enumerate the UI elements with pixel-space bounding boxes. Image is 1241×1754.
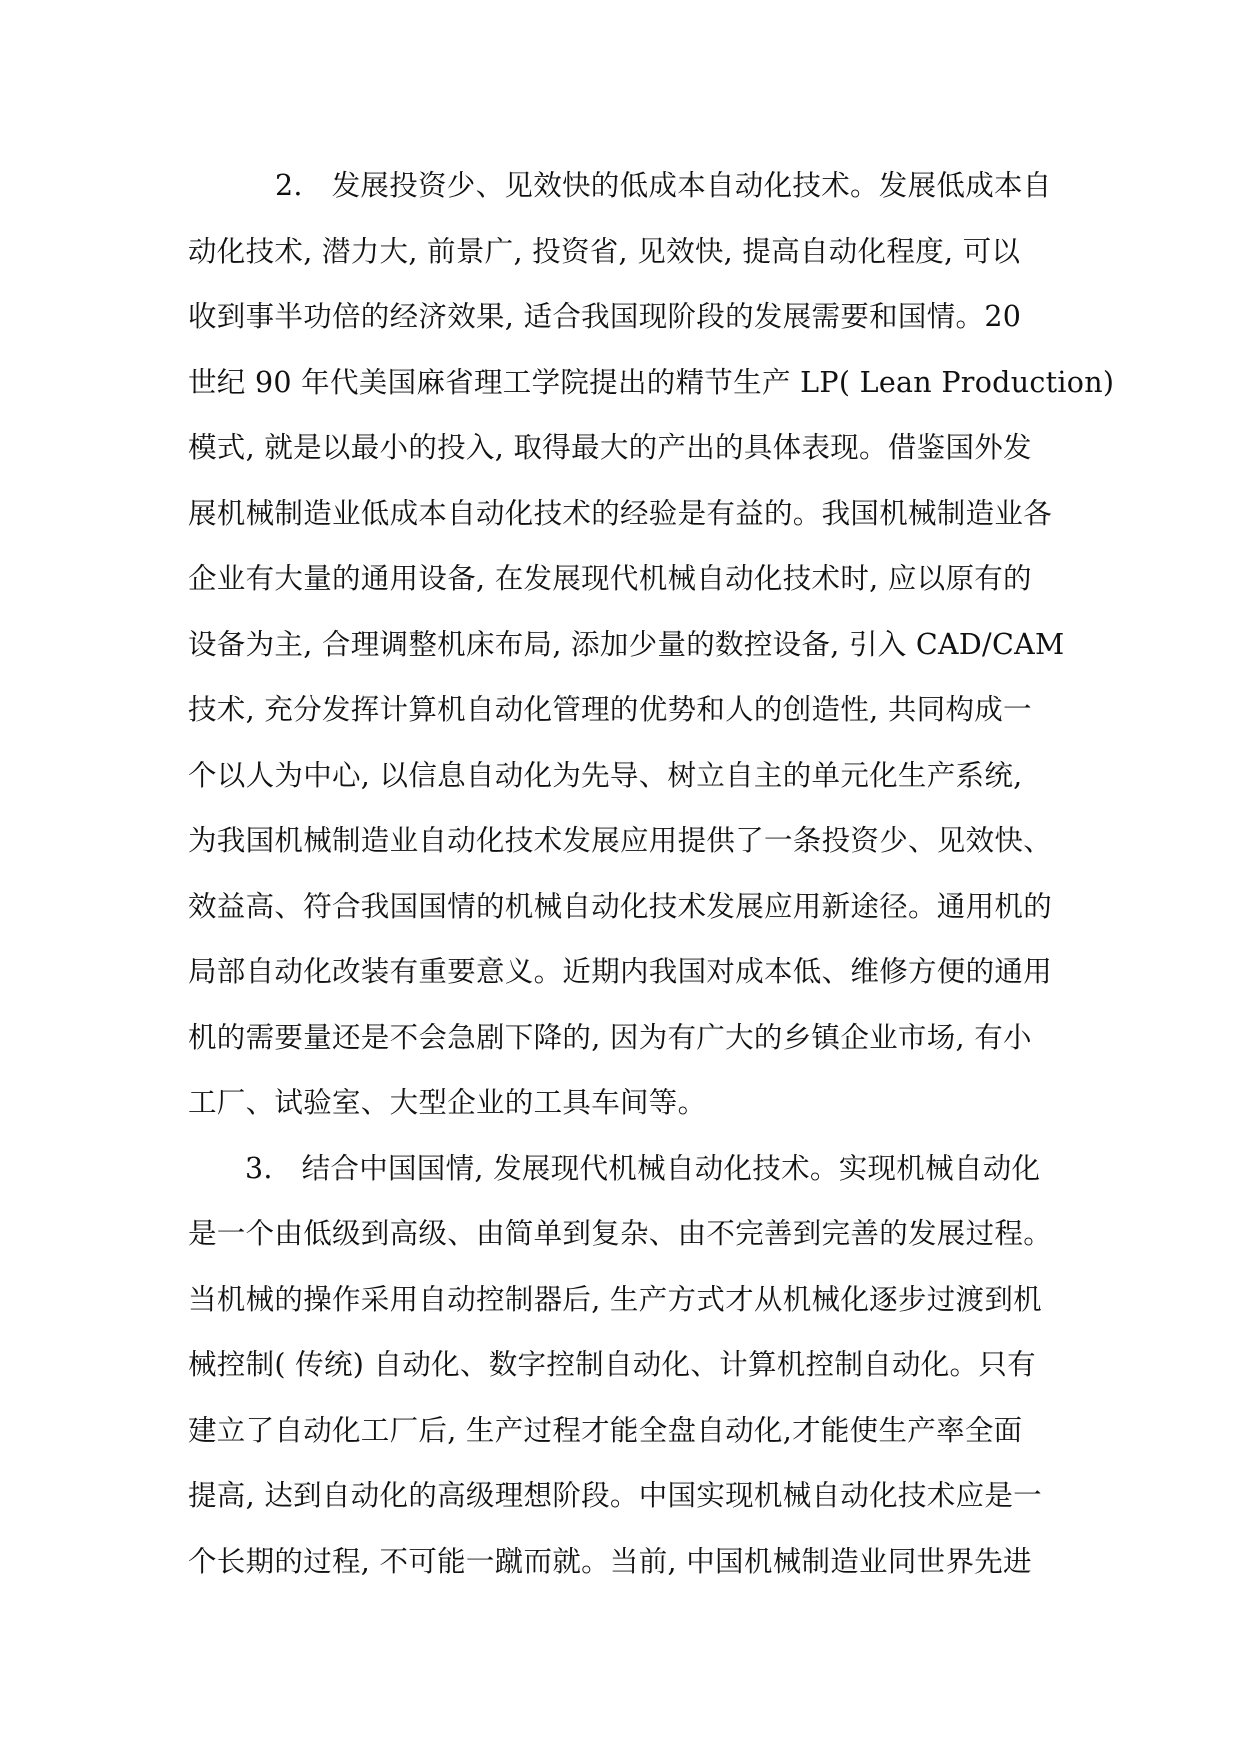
text-line: 效益高、符合我国国情的机械自动化技术发展应用新途径。通用机的 [188, 889, 1053, 923]
text-line: 动化技术, 潜力大, 前景广, 投资省, 见效快, 提高自动化程度, 可以 [188, 234, 1021, 268]
text-line: 当机械的操作采用自动控制器后, 生产方式才从机械化逐步过渡到机 [188, 1282, 1042, 1316]
text-line: 企业有大量的通用设备, 在发展现代机械自动化技术时, 应以原有的 [188, 562, 1032, 595]
text-line: 提高, 达到自动化的高级理想阶段。中国实现机械自动化技术应是一 [188, 1479, 1042, 1512]
text-line: 世纪 90 年代美国麻省理工学院提出的精节生产 LP( Lean Production) [188, 365, 1115, 399]
text-line: 模式, 就是以最小的投入, 取得最大的产出的具体表现。借鉴国外发 [188, 431, 1032, 464]
body-text [188, 162, 1115, 1603]
section-3-first-line: 3. 结合中国国情, 发展现代机械自动化技术。实现机械自动化 [245, 1151, 1041, 1185]
text-line: 收到事半功倍的经济效果, 适合我国现阶段的发展需要和国情。20 [188, 300, 1022, 333]
text-line: 工厂、试验室、大型企业的工具车间等。 [188, 1086, 707, 1119]
text-line: 械控制( 传统) 自动化、数字控制自动化、计算机控制自动化。只有 [188, 1348, 1036, 1381]
text-line: 建立了自动化工厂后, 生产过程才能全盘自动化,才能使生产率全面 [188, 1413, 1023, 1447]
text-line: 是一个由低级到高级、由简单到复杂、由不完善到完善的发展过程。 [188, 1217, 1053, 1250]
text-line: 展机械制造业低成本自动化技术的经验是有益的。我国机械制造业各 [188, 496, 1053, 530]
text-line: 为我国机械制造业自动化技术发展应用提供了一条投资少、见效快、 [188, 824, 1053, 857]
text-line: 个长期的过程, 不可能一蹴而就。当前, 中国机械制造业同世界先进 [188, 1544, 1032, 1578]
text-line: 设备为主, 合理调整机床布局, 添加少量的数控设备, 引入 CAD/CAM [188, 627, 1065, 661]
section-2-first-line: 2. 发展投资少、见效快的低成本自动化技术。发展低成本自 [275, 169, 1052, 202]
text-line: 机的需要量还是不会急剧下降的, 因为有广大的乡镇企业市场, 有小 [188, 1020, 1032, 1054]
text-line: 个以人为中心, 以信息自动化为先导、树立自主的单元化生产系统, [188, 758, 1023, 792]
text-line: 技术, 充分发挥计算机自动化管理的优势和人的创造性, 共同构成一 [188, 693, 1032, 726]
text-line: 局部自动化改装有重要意义。近期内我国对成本低、维修方便的通用 [188, 955, 1053, 988]
